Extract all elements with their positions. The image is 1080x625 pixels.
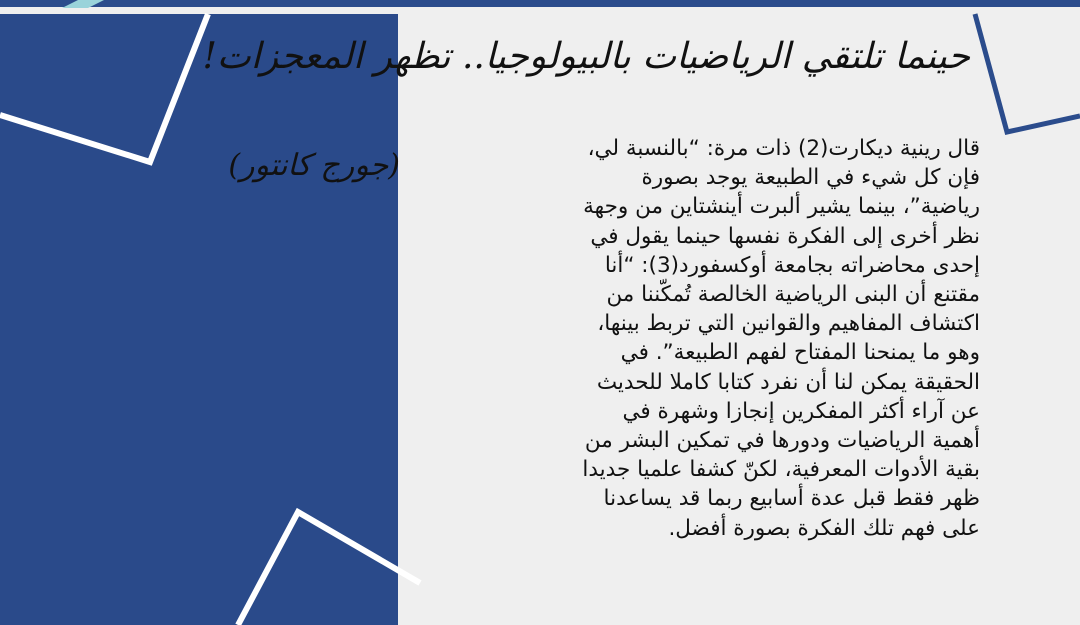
- navy-frame-right: [975, 14, 1080, 132]
- article-title: حينما تلتقي الرياضيات بالبيولوجيا.. تظهر المعجزات!: [202, 36, 970, 77]
- top-border-bar: [0, 0, 1080, 7]
- article-body: قال رينية ديكارت(2) ذات مرة: “بالنسبة لي، فإن كل شيء في الطبيعة يوجد بصورة رياضية”، بينما يشير ألبرت أينشتاين من وجهة نظر أخرى إلى الفكرة نفسها حينما يقول في إحدى محاضراته بجامعة أوكسفورد(3): “أنا مقتنع أن البنى الرياضية الخالصة تُمكّننا من اكتشاف المفاهيم والقوانين التي تربط بينها، وهو ما يمنحنا المفتاح لفهم الطبيعة”. في الحقيقة يمكن لنا أن نفرد كتابا كاملا للحديث عن آراء أكثر المفكرين إنجازا وشهرة في أهمية الرياضيات ودورها في تمكين البشر من بقية الأدوات المعرفية، لكنّ كشفا علميا جديدا ظهر فقط قبل عدة أسابيع ربما قد يساعدنا على فهم تلك الفكرة بصورة أفضل.: [582, 136, 980, 541]
- author-name: (جورج كانتور): [228, 148, 400, 183]
- left-navy-panel: [0, 14, 398, 625]
